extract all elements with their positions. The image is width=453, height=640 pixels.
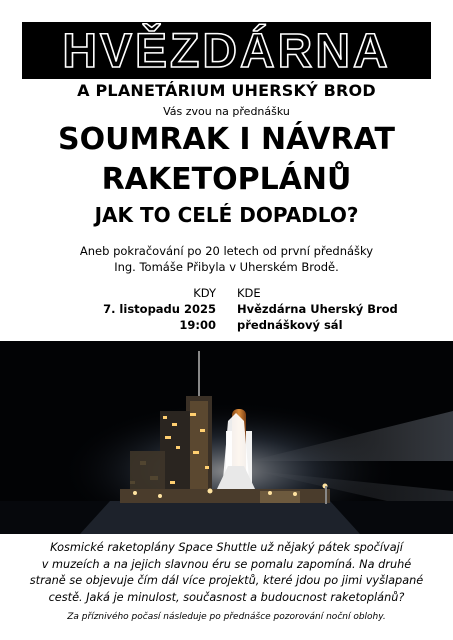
lecture-title-line1: SOUMRAK I NÁVRAT: [58, 122, 395, 157]
when-block: [103, 285, 216, 333]
where-label: KDE: [237, 286, 261, 300]
where-block: [237, 285, 398, 333]
follow-up-line2: Ing. Tomáše Přibyla v Uherském Brodě.: [114, 260, 339, 274]
space-shuttle-photo: [0, 341, 453, 534]
lecture-description: [18, 540, 435, 606]
event-time: 19:00: [179, 318, 216, 332]
event-venue: Hvězdárna Uherský Brod: [237, 302, 398, 316]
header-subtitle: A PLANETÁRIUM UHERSKÝ BROD: [77, 81, 376, 100]
lecture-title: [0, 120, 453, 200]
header-banner: [22, 22, 431, 79]
lecture-subtitle: JAK TO CELÉ DOPADLO?: [94, 203, 359, 227]
event-date: 7. listopadu 2025: [103, 302, 216, 316]
shuttle-launchpad-illustration: [0, 341, 453, 534]
when-label: KDY: [193, 286, 216, 300]
logo-title: HVĚZDÁRNA: [62, 25, 391, 78]
follow-up-text: [0, 243, 453, 275]
description-line4: cestě. Jaká je minulost, současnost a budoucnost raketoplánů?: [48, 590, 405, 604]
description-line2: v muzeích a na jejich slavnou éru se pomalu zapomíná. Na druhé: [41, 557, 412, 571]
description-line1: Kosmické raketoplány Space Shuttle už nějaký pátek spočívají: [50, 541, 403, 554]
lecture-title-line2: RAKETOPLÁNŮ: [101, 162, 352, 197]
description-line3: straně se objevuje čím dál více projektů, které jdou po jimi vyšlapané: [29, 574, 424, 587]
weather-note: Za příznivého počasí následuje po přednášce pozorování noční oblohy.: [67, 612, 386, 622]
invite-text: Vás zvou na přednášku: [163, 105, 290, 118]
follow-up-line1: Aneb pokračování po 20 letech od první přednášky: [79, 244, 374, 258]
event-room: přednáškový sál: [237, 318, 343, 332]
